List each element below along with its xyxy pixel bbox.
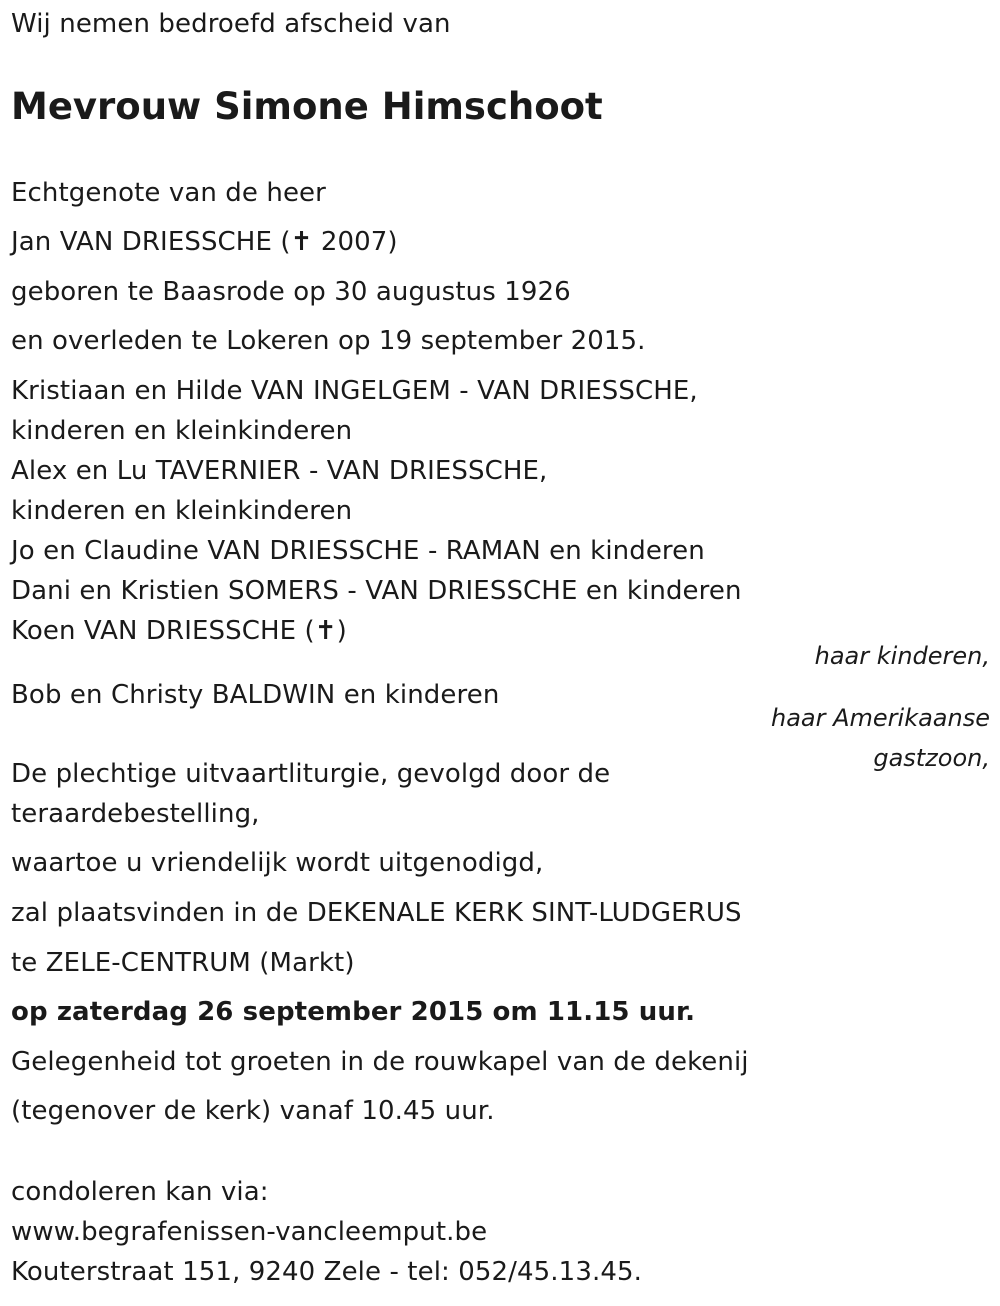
detail-line-death: en overleden te Lokeren op 19 september 2015. — [11, 326, 646, 356]
child-line-2: kinderen en kleinkinderen — [11, 416, 353, 446]
host-son-line: Bob en Christy BALDWIN en kinderen — [11, 680, 500, 710]
contact-line-1: condoleren kan via: — [11, 1177, 269, 1207]
host-son-label-1: haar Amerikaanse — [770, 704, 990, 732]
ceremony-line-3: waartoe u vriendelijk wordt uitgenodigd, — [11, 848, 544, 878]
child-line-1: Kristiaan en Hilde VAN INGELGEM - VAN DRIESSCHE, — [11, 376, 698, 406]
contact-website: www.begrafenissen-vancleemput.be — [11, 1217, 488, 1247]
intro-text: Wij nemen bedroefd afscheid van — [11, 9, 451, 39]
ceremony-line-4: zal plaatsvinden in de DEKENALE KERK SINT-LUDGERUS — [11, 898, 742, 928]
funeral-date-time: op zaterdag 26 september 2015 om 11.15 uur. — [11, 997, 696, 1027]
detail-line-birth: geboren te Baasrode op 30 augustus 1926 — [11, 277, 571, 307]
children-label: haar kinderen, — [814, 642, 990, 670]
ceremony-line-5: te ZELE-CENTRUM (Markt) — [11, 948, 355, 978]
child-line-3: Alex en Lu TAVERNIER - VAN DRIESSCHE, — [11, 456, 548, 486]
detail-line-spouse-intro: Echtgenote van de heer — [11, 178, 326, 208]
visitation-line-2: (tegenover de kerk) vanaf 10.45 uur. — [11, 1096, 495, 1126]
visitation-line-1: Gelegenheid tot groeten in de rouwkapel van de dekenij — [11, 1047, 749, 1077]
child-line-6: Dani en Kristien SOMERS - VAN DRIESSCHE en kinderen — [11, 576, 742, 606]
contact-address: Kouterstraat 151, 9240 Zele - tel: 052/45.13.45. — [11, 1257, 642, 1287]
child-line-5: Jo en Claudine VAN DRIESSCHE - RAMAN en kinderen — [11, 536, 705, 566]
ceremony-line-1: De plechtige uitvaartliturgie, gevolgd door de — [11, 759, 611, 789]
host-son-label-2: gastzoon, — [873, 744, 990, 772]
detail-line-spouse: Jan VAN DRIESSCHE (✝ 2007) — [11, 227, 398, 257]
child-line-7: Koen VAN DRIESSCHE (✝) — [11, 616, 347, 646]
deceased-name: Mevrouw Simone Himschoot — [11, 85, 603, 128]
child-line-4: kinderen en kleinkinderen — [11, 496, 353, 526]
ceremony-line-2: teraardebestelling, — [11, 799, 260, 829]
